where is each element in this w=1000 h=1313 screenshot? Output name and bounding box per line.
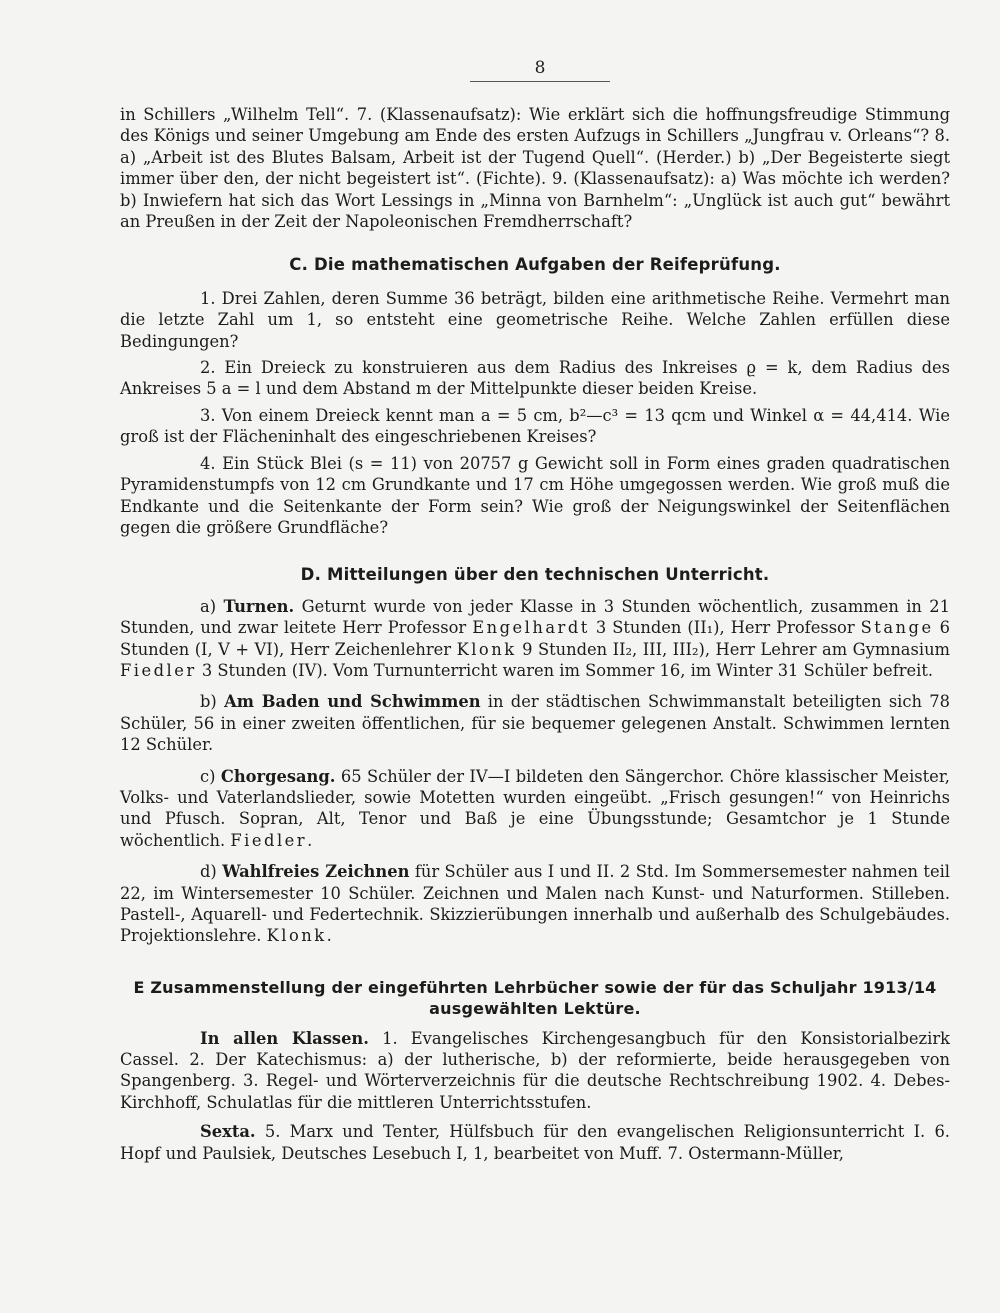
item-text: . [326, 926, 332, 946]
item-text: 65 Schüler der IV—I bildeten den Sängerchor. Chöre klassischer Meister, Volks- und Vaterlandslieder, sowie Motetten wurden eingeübt. „Frisch gesungen!“ von Heinrichs und Pfusch. Sopran, Alt, Tenor und Baß je eine Übungsstunde; Gesamtchor je 1 Stunde wöchentlich. [120, 766, 950, 850]
item-title: Am Baden und Schwimmen [224, 692, 481, 712]
item-text: 9 Stunden II₂, III, III₂), Herr Lehrer am Gymnasium [516, 639, 950, 659]
task-2: 2. Ein Dreieck zu konstruieren aus dem Radius des Inkreises ϱ = k, dem Radius des Ankreises 5 a = l und dem Abstand m der Mittelpunkte dieser beiden Kreise. [120, 358, 950, 399]
item-title: Wahlfreies Zeichnen [222, 862, 410, 882]
section-e-heading-line2: ausgewählten Lektüre. [429, 999, 641, 1019]
item-text: 6 Stunden (I, V + VI), Herr Zeichenlehrer [120, 618, 950, 659]
item-text: 1. Evangelisches Kirchengesangbuch für den Konsistorialbezirk Cassel. 2. Der Katechismus: a) der lutherische, b) der reformierte, beide herausgegeben von Spangenberg. 3. Regel- und Wörterverzeichnis für die deutsche Rechtschreibung 1902. 4. Debes-Kirchhoff, Schulatlas für die mittleren Unterrichtsstufen. [120, 1028, 950, 1112]
item-title: Sexta. [200, 1122, 256, 1142]
item-text: Geturnt wurde von jeder Klasse in 3 Stunden wöchentlich, zusammen in 21 Stunden, und zwar leitete Herr Professor [120, 596, 951, 638]
paragraph-zeichnen [120, 861, 950, 947]
item-text: . [307, 830, 313, 850]
item-title: Turnen. [223, 596, 295, 616]
teacher-name: Fiedler [120, 660, 197, 680]
item-label: c) [200, 766, 221, 786]
item-title: In allen Klassen. [200, 1028, 369, 1048]
task-1: 1. Drei Zahlen, deren Summe 36 beträgt, bilden eine arithmetische Reihe. Vermehrt man die letzte Zahl um 1, so entsteht eine geometrische Reihe. Welche Zahlen erfüllen diese Bedingungen? [120, 288, 950, 351]
item-text: 5. Marx und Tenter, Hülfsbuch für den evangelischen Religionsunterricht I. 6. Hopf und Paulsiek, Deutsches Lesebuch I, 1, bearbeitet von Muff. 7. Ostermann-Müller, [120, 1122, 950, 1163]
item-text: in der städtischen Schwimmanstalt beteiligten sich 78 Schüler, 56 in einer zweiten öffentlichen, für sie bequemer gelegenen Anstalt. Schwimmen lernten 12 Schüler. [120, 692, 950, 755]
section-e-heading-line1: E Zusammenstellung der eingeführten Lehrbücher sowie der für das Schuljahr 1913/14 [133, 977, 937, 997]
item-text: 3 Stunden (II₁), Herr Professor [589, 618, 861, 638]
paragraph-sexta [120, 1121, 950, 1164]
task-3: 3. Von einem Dreieck kennt man a = 5 cm, b²—c³ = 13 qcm und Winkel α = 44,414. Wie groß ist der Flächeninhalt des eingeschriebenen Kreises? [120, 405, 950, 447]
paragraph-chorgesang [120, 766, 950, 852]
task-4: 4. Ein Stück Blei (s = 11) von 20757 g Gewicht soll in Form eines graden quadratischen Pyramidenstumpfs von 12 cm Grundkante und 17 cm Höhe umgegossen werden. Wie groß muß die Endkante und die Seitenkante der Form sein? Wie groß der Neigungswinkel der Seitenflächen gegen die größere Grundfläche? [120, 453, 950, 537]
section-c-heading: C. Die mathematischen Aufgaben der Reifeprüfung. [289, 255, 781, 275]
item-label: a) [200, 596, 224, 616]
item-text: für Schüler aus I und II. 2 Std. Im Sommersemester nahmen teil 22, im Wintersemester 10 Schüler. Zeichnen und Malen nach Kunst- und Naturformen. Stilleben. Pastell-, Aquarell- und Federtechnik. Skizzierübungen innerhalb und außerhalb des Schulgebäudes. Projektionslehre. [120, 862, 950, 946]
intro-paragraph: in Schillers „Wilhelm Tell“. 7. (Klassenaufsatz): Wie erklärt sich die hoffnungsfreudige Stimmung des Königs und seiner Umgebung am Ende des ersten Aufzugs in Schillers „Jungfrau v. Orleans“? 8. a) „Arbeit ist des Blutes Balsam, Arbeit ist der Tugend Quell“. (Herder.) b) „Der Begeisterte siegt immer über den, der nicht begeistert ist“. (Fichte). 9. (Klassenaufsatz): a) Was möchte ich werden? b) Inwiefern hat sich das Wort Lessings in „Minna von Barnhelm“: „Unglück ist auch gut“ bewährt an Preußen in der Zeit der Napoleonischen Fremdherrschaft? [120, 105, 950, 232]
item-title: Chorgesang. [220, 766, 336, 786]
teacher-name: Stange [860, 618, 934, 638]
page-body [120, 104, 950, 1164]
page-number: 8 [470, 58, 610, 82]
teacher-name: Engelhardt [472, 618, 590, 638]
item-label: d) [200, 862, 223, 882]
teacher-name: Fiedler [230, 830, 308, 850]
teacher-name: Klonk [266, 926, 327, 946]
section-d-heading: D. Mitteilungen über den technischen Unterricht. [300, 565, 770, 585]
paragraph-turnen [120, 596, 950, 682]
item-text: 3 Stunden (IV). Vom Turnunterricht waren im Sommer 16, im Winter 31 Schüler befreit. [196, 660, 934, 680]
item-label: b) [200, 692, 225, 712]
teacher-name: Klonk [456, 639, 517, 659]
paragraph-schwimmen [120, 691, 950, 755]
paragraph-alle-klassen [120, 1028, 950, 1114]
